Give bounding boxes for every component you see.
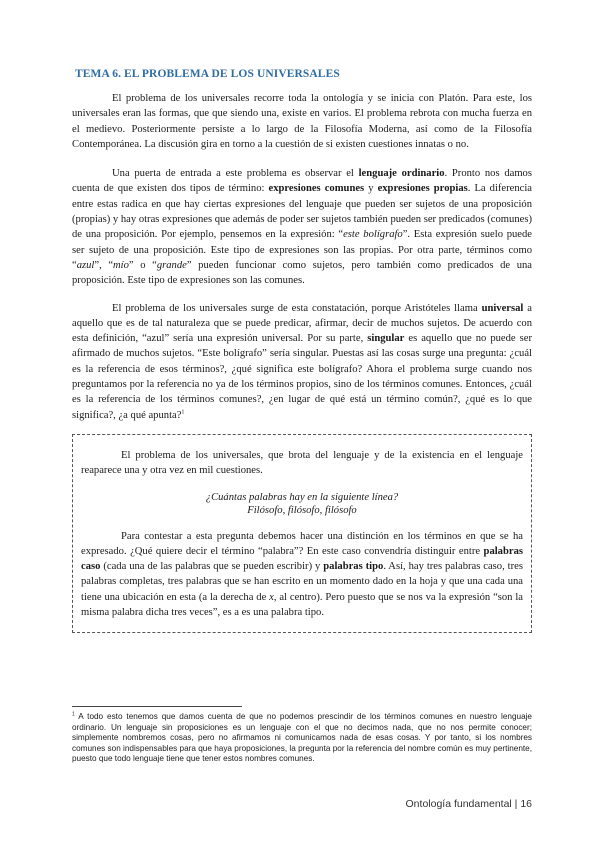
term-universal: universal [481,302,524,314]
term-lenguaje-ordinario: lenguaje ordinario [358,168,445,180]
term-palabras-tipo: palabras tipo [323,561,384,573]
paragraph-ordinary-language: Una puerta de entrada a este problema es observar el lenguaje ordinario. Pronto nos damos cuenta de que existen dos tipos de término: expresiones comunes y expresiones propias. La diferencia entre estas radica en que hay ciertas expresiones del lenguaje que pueden ser sujetos de una proposición (propias) y hay otras expresiones que además de poder ser sujetos también pueden ser predicados (comunes) de una proposición. Por ejemplo, pensemos en la expresión: “este bolígrafo”. Esta expresión suelo puede ser sujeto de una proposición. Este tipo de expresiones son las propias. Por otra parte, términos como “azul”, “mío” o “grande” pueden funcionar como sujetos, pero también como predicados de una proposición. Este tipo de expresiones son las comunes. [72,168,533,287]
box-explanation: Para contestar a esta pregunta debemos hacer una distinción en los términos en que se ha expresado. ¿Qué quiere decir el término “palabra”? En este caso convendría distinguir entre palabras caso (cada una de las palabras que se pueden escribir) y palabras tipo. Así, hay tres palabras caso, tres palabras completas, tres palabras que se han escrito en un momento dado en la hoja y que una cada una tiene una ubicación en esta (a la derecha de x, al centro). Pero puesto que se nos va la expresión “son la misma palabra dicha tres veces”, es a es una palabra tipo. [81,530,523,619]
term-singular: singular [367,333,405,345]
paragraph-intro: El problema de los universales recorre toda la ontología y se inicia con Platón. Para este, los universales eran las formas, que que siendo una, existe en varios. El problema rebrota con mucha fuerza en el medievo. Posteriormente persiste a lo largo de la Filosofía Moderna, así como de la Filosofía Contemporánea. La discusión gira en torno a la cuestión de si existen cuestiones innatas o no. [72,93,532,150]
box-question: ¿Cuántas palabras hay en la siguiente línea? Filósofo, filósofo, filósofo [81,491,523,517]
term-palabras-caso: palabras caso [81,545,523,573]
box-intro: El problema de los universales, que brota del lenguaje y de la existencia en el lenguaje reaparece una y otra vez en mil cuestiones. [81,449,523,477]
page-body [72,68,532,633]
term-expresiones-comunes: expresiones comunes [268,183,365,195]
example-box [72,434,532,633]
term-expresiones-propias: expresiones propias [377,183,468,195]
box-example-line: Filósofo, filósofo, filósofo [247,504,357,516]
page-footer: Ontología fundamental | 16 [405,798,532,810]
footnote-ref[interactable]: 1 [181,409,185,416]
page-title: TEMA 6. EL PROBLEMA DE LOS UNIVERSALES [75,68,340,80]
footnote: $^1$ A todo esto tenemos que damos cuenta de que no podemos prescindir de los términos comunes en nuestro lenguaje ordinario. Un lenguaje sin proposiciones es un lenguaje con el que no decimos nada, que no nos permite conocer; simplemente nombremos cosas, pero no afirmamos ni comunicamos nada de esas cosas. Y por tanto, si los nombres comunes son indispensables para que haya proposiciones, la pregunta por la referencia del nombre común es muy pertinente, puesto que todo lenguaje tiene que tener estos nombres comunes. [72,711,532,764]
paragraph-universals: El problema de los universales surge de esta constatación, porque Aristóteles llama universal a aquello que es de tal naturaleza que se puede predicar, afirmar, decir de muchos sujetos. De acuerdo con esta definición, “azul” sería una expresión universal. Por su parte, singular es aquello que no puede ser afirmado de muchos sujetos. “Este bolígrafo” sería singular. Puestas así las cosas surge una pregunta: ¿cuál es la referencia de esos términos?, ¿qué significa este bolígrafo? Ahora el problema surge cuando nos preguntamos por la referencia no ya de los términos propios, sino de los términos comunes. Entonces, ¿cuál es la referencia de los términos comunes?, ¿en lugar de qué está un término común?, ¿qué es lo que significa?, ¿a qué apunta?$^1$ [72,302,533,421]
footnote-separator [72,706,242,707]
